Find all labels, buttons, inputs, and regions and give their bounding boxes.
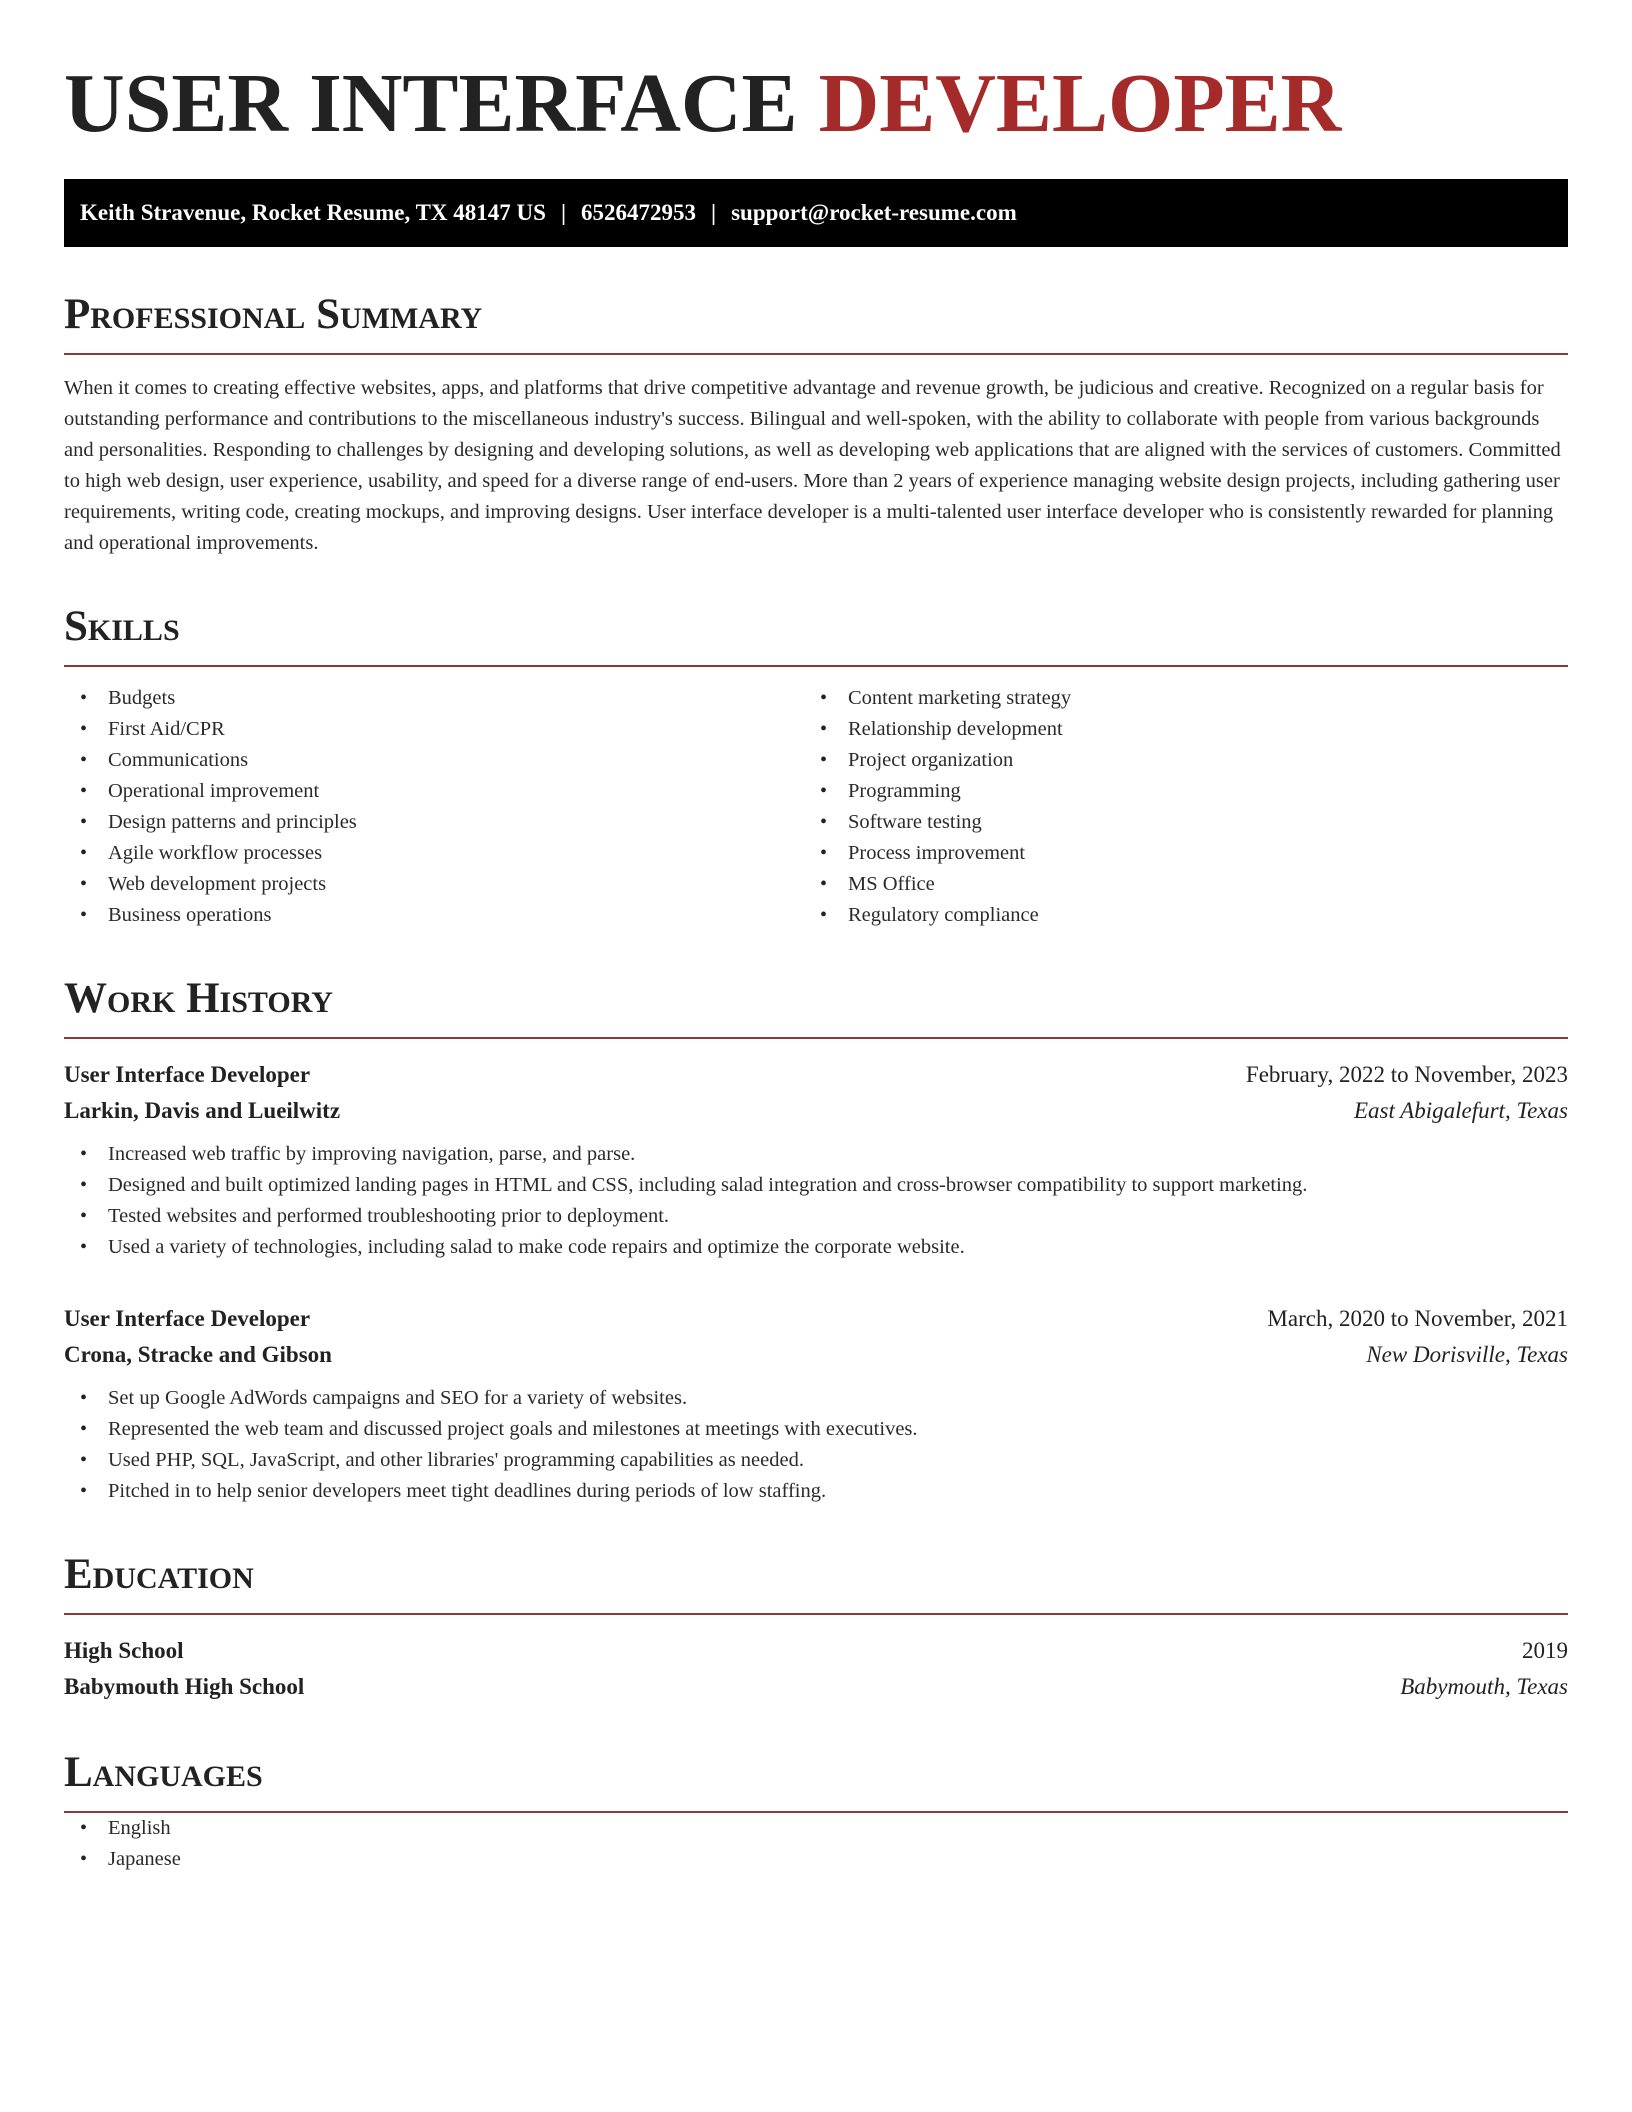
skill-item: • Process improvement	[804, 838, 1544, 869]
summary-text: When it comes to creating effective websites, apps, and platforms that drive competitive advantage and revenue growth, be judicious and creative. Recognized on a regular basis for outstanding performance and contributions to the miscellaneous industry's success. Bilingual and well-spoken, with the ability to collaborate with people from various backgrounds and personalities. Responding to challenges by designing and developing solutions, as well as developing web applications that are aligned with the services of customers. Committed to high web design, user experience, usability, and speed for a diverse range of end-users. More than 2 years of experience managing website design projects, including gathering user requirements, writing code, creating mockups, and improving designs. User interface developer is a multi-talented user interface developer who is consistently rewarded for planning and operational improvements.	[64, 377, 1561, 554]
job-bullet: • Used PHP, SQL, JavaScript, and other libraries' programming capabilities as needed.	[64, 1445, 1568, 1476]
resume-title	[64, 56, 1568, 152]
job-entry	[64, 1301, 1568, 1507]
job-company-row	[64, 1337, 1568, 1373]
education-heading: Education	[64, 1551, 254, 1598]
summary-heading: Professional Summary	[64, 291, 483, 338]
job-bullet: • Pitched in to help senior developers meet tight deadlines during periods of low staffing.	[64, 1476, 1568, 1507]
skills-list-left	[64, 683, 804, 931]
skills-section	[64, 603, 1568, 931]
skill-item: • Relationship development	[804, 714, 1544, 745]
job-title: User Interface Developer	[64, 1306, 311, 1331]
skill-item: • Web development projects	[64, 869, 804, 900]
skill-item: • Budgets	[64, 683, 804, 714]
contact-email: support@rocket-resume.com	[731, 200, 1017, 225]
section-divider	[64, 1037, 1568, 1039]
skill-item: • Design patterns and principles	[64, 807, 804, 838]
contact-phone: 6526472953	[581, 200, 697, 225]
education-school: Babymouth High School	[64, 1674, 305, 1699]
job-bullets	[64, 1383, 1568, 1507]
contact-separator: |	[560, 200, 567, 225]
job-location: New Dorisville, Texas	[1366, 1342, 1568, 1367]
job-dates: March, 2020 to November, 2021	[1267, 1306, 1568, 1331]
work-heading: Work History	[64, 975, 333, 1022]
skill-item: • Operational improvement	[64, 776, 804, 807]
education-year: 2019	[1522, 1638, 1568, 1663]
skill-item: • Programming	[804, 776, 1544, 807]
education-entry	[64, 1633, 1568, 1705]
job-bullet: • Tested websites and performed troubleshooting prior to deployment.	[64, 1201, 1568, 1232]
summary-section	[64, 291, 1568, 559]
job-header-row	[64, 1301, 1568, 1337]
education-degree-row	[64, 1633, 1568, 1669]
skill-item: • Software testing	[804, 807, 1544, 838]
job-entry	[64, 1057, 1568, 1263]
section-divider	[64, 353, 1568, 355]
job-bullet: • Increased web traffic by improving navigation, parse, and parse.	[64, 1139, 1568, 1170]
job-bullets	[64, 1139, 1568, 1263]
job-title: User Interface Developer	[64, 1062, 311, 1087]
job-bullet: • Used a variety of technologies, including salad to make code repairs and optimize the corporate website.	[64, 1232, 1568, 1263]
skill-item: • Communications	[64, 745, 804, 776]
title-last-part: DEVELOPER	[818, 57, 1342, 150]
title-first-part: USER INTERFACE	[64, 57, 798, 150]
skills-grid	[64, 683, 1568, 931]
education-degree: High School	[64, 1638, 184, 1663]
education-section	[64, 1551, 1568, 1705]
job-dates: February, 2022 to November, 2023	[1245, 1062, 1568, 1087]
education-school-row	[64, 1669, 1568, 1705]
skill-item: • Project organization	[804, 745, 1544, 776]
languages-list	[64, 1813, 1568, 1875]
skill-item: • First Aid/CPR	[64, 714, 804, 745]
section-divider	[64, 665, 1568, 667]
job-company: Larkin, Davis and Lueilwitz	[64, 1098, 341, 1123]
skill-item: • Regulatory compliance	[804, 900, 1544, 931]
job-company: Crona, Stracke and Gibson	[64, 1342, 332, 1367]
language-item: • Japanese	[64, 1844, 1568, 1875]
contact-separator: |	[711, 200, 717, 225]
skill-item: • Agile workflow processes	[64, 838, 804, 869]
job-location: East Abigalefurt, Texas	[1353, 1098, 1568, 1123]
section-divider	[64, 1613, 1568, 1615]
skill-item: • Business operations	[64, 900, 804, 931]
work-section	[64, 975, 1568, 1507]
job-header-row	[64, 1057, 1568, 1093]
skills-list-right	[804, 683, 1544, 931]
contact-bar	[64, 179, 1568, 247]
job-bullet: • Designed and built optimized landing pages in HTML and CSS, including salad integration and cross-browser compatibility to support marketing.	[64, 1170, 1568, 1201]
languages-section	[64, 1749, 1568, 1875]
education-location: Babymouth, Texas	[1400, 1674, 1568, 1699]
job-bullet: • Represented the web team and discussed project goals and milestones at meetings with executives.	[64, 1414, 1568, 1445]
skill-item: • MS Office	[804, 869, 1544, 900]
job-company-row	[64, 1093, 1568, 1129]
skill-item: • Content marketing strategy	[804, 683, 1544, 714]
language-item: • English	[64, 1813, 1568, 1844]
languages-heading: Languages	[64, 1749, 263, 1796]
contact-address: Keith Stravenue, Rocket Resume, TX 48147 US	[80, 200, 546, 225]
job-bullet: • Set up Google AdWords campaigns and SEO for a variety of websites.	[64, 1383, 1568, 1414]
skills-heading: Skills	[64, 603, 180, 650]
